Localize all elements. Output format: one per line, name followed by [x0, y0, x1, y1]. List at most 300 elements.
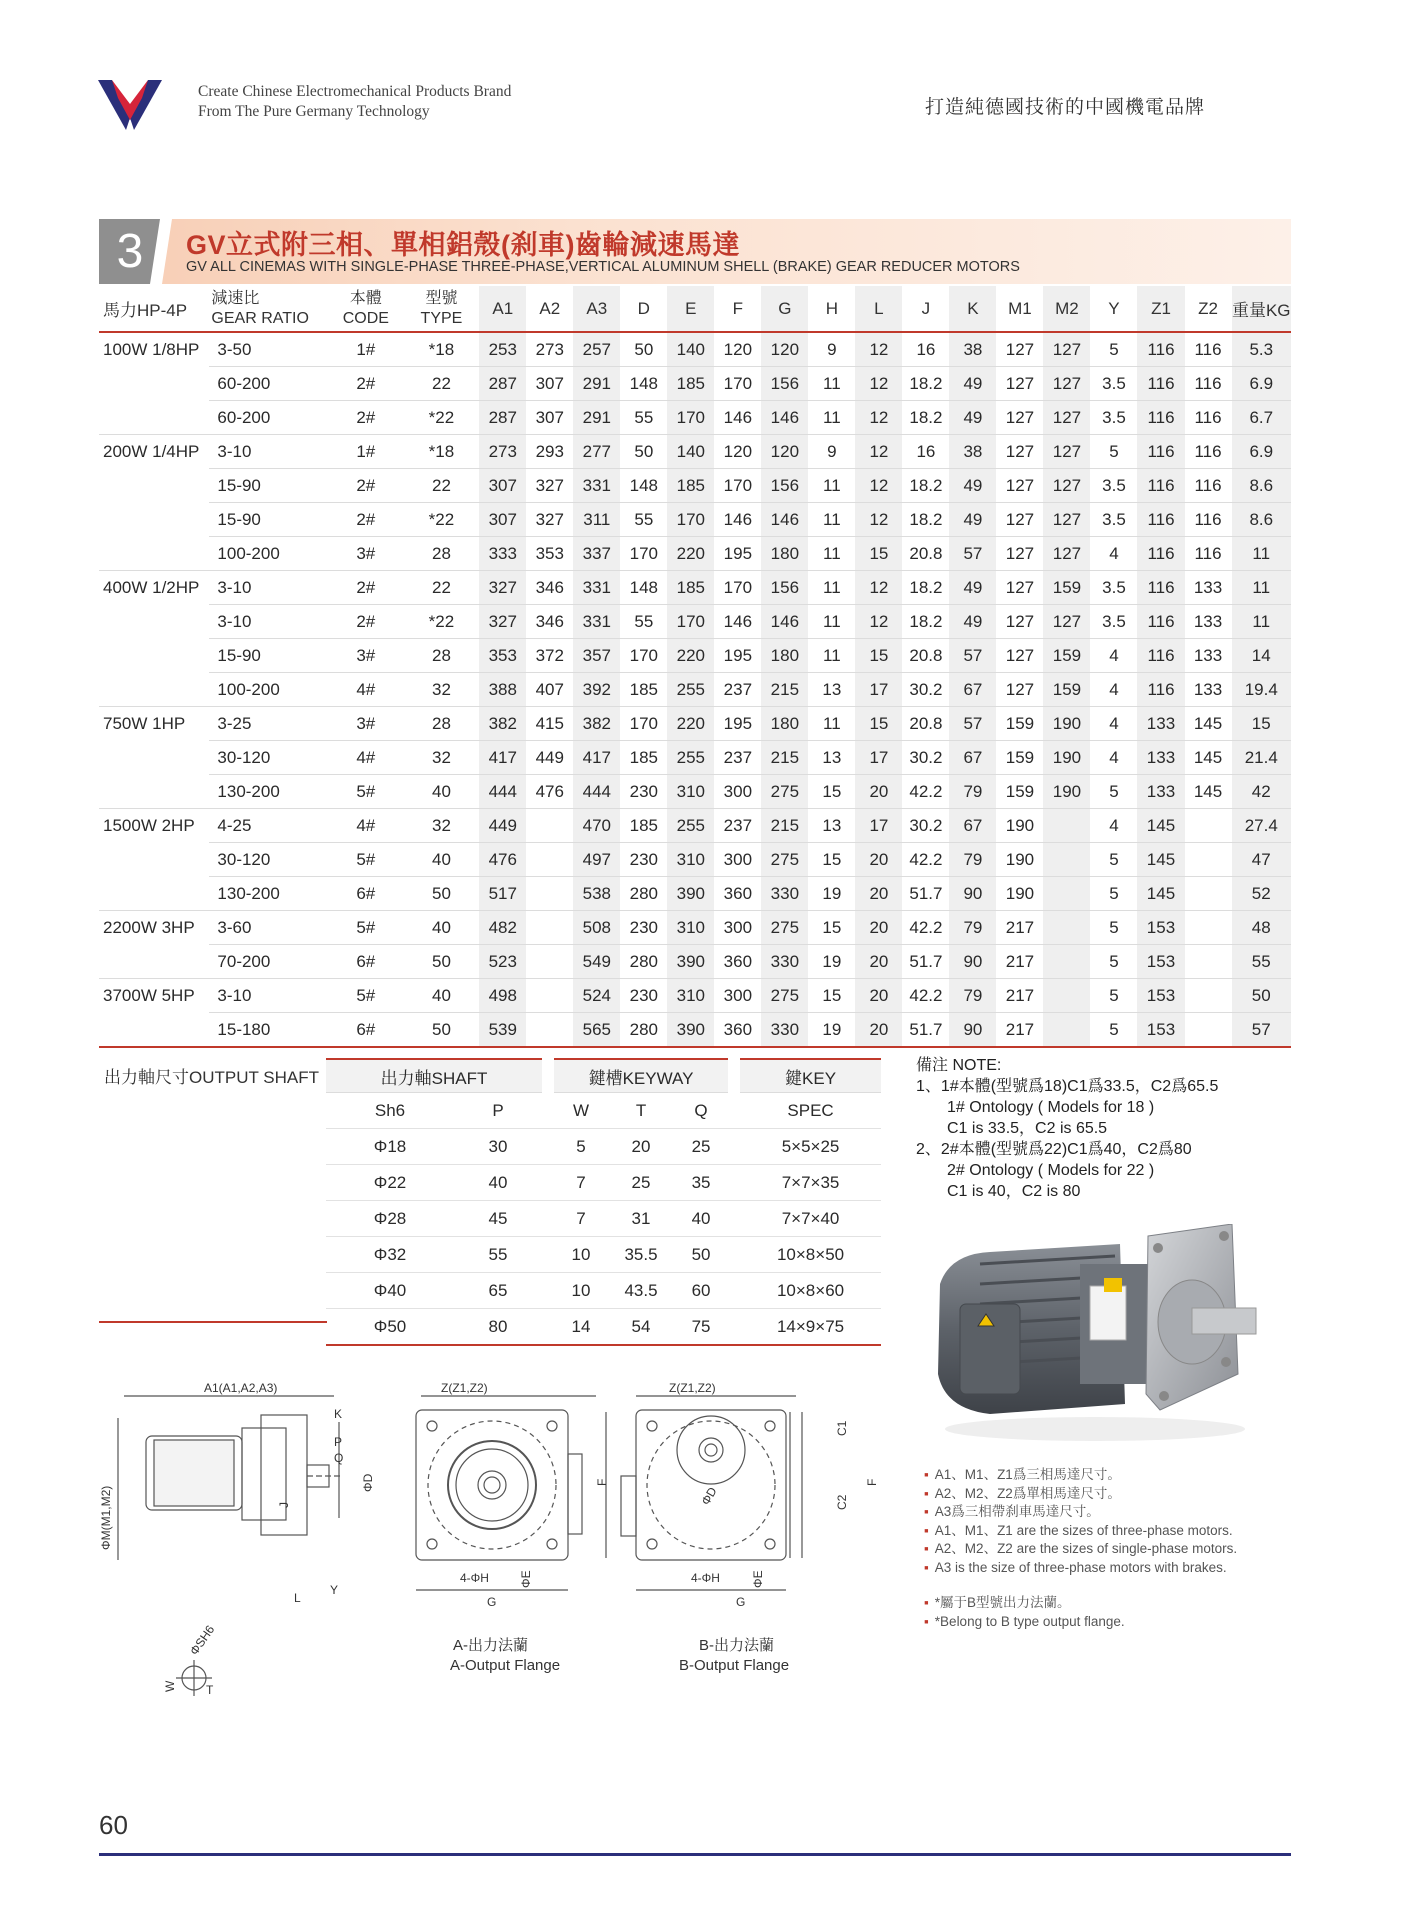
- flange-b-label-d: ΦD: [698, 1484, 720, 1508]
- spec-row: [99, 775, 1291, 809]
- cell-dimension: [1185, 1013, 1232, 1048]
- cell-dimension: 275: [761, 979, 808, 1013]
- cell-dimension: 153: [1137, 979, 1184, 1013]
- cell-model: 750W 1HP: [99, 707, 209, 741]
- cell-dimension: 127: [1043, 332, 1090, 367]
- cell-dimension: 38: [949, 435, 996, 469]
- cell-dimension: 346: [526, 605, 573, 639]
- cell-dimension: 11: [808, 469, 855, 503]
- cell-dimension: 310: [667, 979, 714, 1013]
- cell-type: *22: [404, 503, 480, 537]
- cell-dimension: 4: [1090, 673, 1137, 707]
- legend-item: ▪ A3 is the size of three-phase motors with brakes.: [924, 1559, 1227, 1575]
- cell-dimension: [526, 979, 573, 1013]
- cell-dimension: 127: [996, 673, 1043, 707]
- flange-a-label-g: G: [487, 1595, 497, 1609]
- cell-dimension: 15: [808, 911, 855, 945]
- cell-dimension: 549: [573, 945, 620, 979]
- cell-dimension: 11: [808, 639, 855, 673]
- cell-dimension: 159: [996, 707, 1043, 741]
- cell-model: [99, 401, 209, 435]
- cell-dimension: 9: [808, 332, 855, 367]
- spacer: [542, 1237, 554, 1273]
- spacer: [728, 1129, 740, 1165]
- cell-dimension: 280: [620, 945, 667, 979]
- cell-dimension: 19: [808, 945, 855, 979]
- cell-dimension: 120: [714, 332, 761, 367]
- cell-dimension: 49: [949, 469, 996, 503]
- cell-dimension: 190: [1043, 775, 1090, 809]
- shaft-table-body: [326, 1093, 881, 1346]
- cell-dimension: 190: [996, 809, 1043, 843]
- cell-dimension: 217: [996, 979, 1043, 1013]
- cell-model: [99, 537, 209, 571]
- shaft-row: [326, 1129, 881, 1165]
- cell-dimension: 116: [1137, 401, 1184, 435]
- spacer: [542, 1129, 554, 1165]
- cell-type: 28: [404, 537, 480, 571]
- cell-dimension: 67: [949, 741, 996, 775]
- cell-dimension: 16: [902, 435, 949, 469]
- header-dim: D: [620, 286, 667, 332]
- cell-dimension: 13: [808, 809, 855, 843]
- cell-dimension: 185: [620, 673, 667, 707]
- cell-weight: 15: [1232, 707, 1291, 741]
- flange-b-caption-en: B-Output Flange: [679, 1657, 790, 1674]
- cell-dimension: 353: [479, 639, 526, 673]
- shaft-cell: 10×8×50: [740, 1237, 881, 1273]
- cell-dimension: 79: [949, 775, 996, 809]
- flange-b-label-f: F: [865, 1478, 879, 1486]
- cell-dimension: 185: [620, 809, 667, 843]
- cell-dimension: 195: [714, 537, 761, 571]
- cell-dimension: 156: [761, 469, 808, 503]
- cell-dimension: 4: [1090, 639, 1137, 673]
- cell-model: 200W 1/4HP: [99, 435, 209, 469]
- cell-dimension: 5: [1090, 911, 1137, 945]
- cell-model: [99, 775, 209, 809]
- cell-dimension: 3.5: [1090, 503, 1137, 537]
- section-title-zh: GV立式附三相、單相鋁殼(刹車)齒輪減速馬達: [186, 230, 740, 260]
- cell-dimension: 12: [855, 503, 902, 537]
- cell-code: 2#: [328, 469, 404, 503]
- shaft-sub-label: Q: [674, 1093, 728, 1129]
- shaft-sub-header: [326, 1093, 881, 1129]
- legend-item: ▪ A2、M2、Z2爲單相馬達尺寸。: [924, 1485, 1121, 1501]
- cell-dimension: 116: [1185, 401, 1232, 435]
- cell-code: 3#: [328, 707, 404, 741]
- note-1-en: C1 is 33.5，C2 is 65.5: [947, 1120, 1108, 1137]
- cell-model: [99, 877, 209, 911]
- cell-dimension: 327: [479, 605, 526, 639]
- side-label-q: Q: [334, 1451, 344, 1465]
- cell-dimension: 116: [1185, 537, 1232, 571]
- cell-dimension: [526, 843, 573, 877]
- spec-table: [99, 286, 1291, 1048]
- cell-dimension: 237: [714, 809, 761, 843]
- cell-dimension: 133: [1185, 605, 1232, 639]
- cell-dimension: 90: [949, 1013, 996, 1048]
- shaft-cell: 40: [674, 1201, 728, 1237]
- cell-dimension: 220: [667, 707, 714, 741]
- cell-ratio: 30-120: [209, 741, 328, 775]
- cell-dimension: 307: [479, 469, 526, 503]
- cell-dimension: [526, 911, 573, 945]
- cell-dimension: 255: [667, 673, 714, 707]
- cell-dimension: 300: [714, 979, 761, 1013]
- cell-dimension: 146: [714, 605, 761, 639]
- note-1-en: 1# Ontology ( Models for 18 ): [947, 1099, 1155, 1116]
- shaft-cell: 5: [554, 1129, 608, 1165]
- cell-dimension: 392: [573, 673, 620, 707]
- cell-type: 28: [404, 707, 480, 741]
- page-number: 60: [99, 1810, 128, 1840]
- side-label-j: J: [277, 1502, 291, 1508]
- header-dim: Y: [1090, 286, 1137, 332]
- flange-b-caption-zh: B-出力法蘭: [699, 1637, 775, 1654]
- cell-dimension: 331: [573, 469, 620, 503]
- cell-model: [99, 843, 209, 877]
- cell-dimension: 255: [667, 741, 714, 775]
- cell-dimension: 11: [808, 537, 855, 571]
- cell-dimension: 17: [855, 741, 902, 775]
- spec-row: [99, 877, 1291, 911]
- cell-code: 2#: [328, 401, 404, 435]
- cell-dimension: 300: [714, 843, 761, 877]
- cell-dimension: 120: [714, 435, 761, 469]
- cell-dimension: 275: [761, 843, 808, 877]
- cell-dimension: 156: [761, 571, 808, 605]
- cell-dimension: 127: [1043, 435, 1090, 469]
- cell-dimension: 116: [1185, 435, 1232, 469]
- cell-ratio: 3-60: [209, 911, 328, 945]
- cell-type: 22: [404, 571, 480, 605]
- cell-type: *18: [404, 435, 480, 469]
- cell-dimension: 127: [996, 503, 1043, 537]
- spacer: [728, 1201, 740, 1237]
- cell-dimension: 146: [714, 503, 761, 537]
- cell-dimension: 220: [667, 639, 714, 673]
- shaft-cell: 10: [554, 1273, 608, 1309]
- cell-code: 2#: [328, 605, 404, 639]
- cell-dimension: 42.2: [902, 979, 949, 1013]
- cell-dimension: 127: [1043, 367, 1090, 401]
- cell-type: 40: [404, 775, 480, 809]
- cell-dimension: 382: [573, 707, 620, 741]
- cell-dimension: 116: [1185, 503, 1232, 537]
- cell-code: 1#: [328, 332, 404, 367]
- cell-code: 3#: [328, 639, 404, 673]
- cell-dimension: 140: [667, 435, 714, 469]
- cell-model: [99, 945, 209, 979]
- cell-dimension: 12: [855, 332, 902, 367]
- shaft-cell: 10×8×60: [740, 1273, 881, 1309]
- cell-dimension: 12: [855, 571, 902, 605]
- shaft-cell: 10: [554, 1237, 608, 1273]
- cell-dimension: 190: [1043, 741, 1090, 775]
- spec-row: [99, 945, 1291, 979]
- cell-dimension: [1043, 1013, 1090, 1048]
- shaft-cell: 5×5×25: [740, 1129, 881, 1165]
- shaft-sub-label: P: [454, 1093, 542, 1129]
- cell-dimension: 156: [761, 367, 808, 401]
- shaft-group-key: 鍵KEY: [740, 1059, 881, 1093]
- header-dim: E: [667, 286, 714, 332]
- cell-dimension: 18.2: [902, 571, 949, 605]
- cell-type: 50: [404, 945, 480, 979]
- cell-dimension: 337: [573, 537, 620, 571]
- cell-weight: 50: [1232, 979, 1291, 1013]
- cell-dimension: 146: [761, 401, 808, 435]
- cell-dimension: 280: [620, 877, 667, 911]
- shaft-cell: 50: [674, 1237, 728, 1273]
- cell-type: 40: [404, 911, 480, 945]
- cell-dimension: 311: [573, 503, 620, 537]
- cell-dimension: 49: [949, 401, 996, 435]
- cell-weight: 57: [1232, 1013, 1291, 1048]
- cell-dimension: 20.8: [902, 707, 949, 741]
- cell-code: 1#: [328, 435, 404, 469]
- cell-dimension: 20: [855, 1013, 902, 1048]
- cell-dimension: 11: [808, 367, 855, 401]
- cell-dimension: 159: [996, 741, 1043, 775]
- cell-dimension: 517: [479, 877, 526, 911]
- cell-dimension: 565: [573, 1013, 620, 1048]
- cell-dimension: [526, 877, 573, 911]
- section-title-en: GV ALL CINEMAS WITH SINGLE-PHASE THREE-PHASE,VERTICAL ALUMINUM SHELL (BRAKE) GEAR REDUCER MOTORS: [186, 259, 1020, 275]
- cell-dimension: 159: [1043, 639, 1090, 673]
- cell-dimension: 476: [479, 843, 526, 877]
- header-dim: H: [808, 286, 855, 332]
- cell-dimension: 327: [526, 469, 573, 503]
- cell-type: 32: [404, 741, 480, 775]
- spec-row: [99, 503, 1291, 537]
- note-2-en: C1 is 40，C2 is 80: [947, 1183, 1081, 1200]
- cell-weight: 27.4: [1232, 809, 1291, 843]
- cell-dimension: 4: [1090, 707, 1137, 741]
- cell-dimension: 388: [479, 673, 526, 707]
- cell-model: [99, 673, 209, 707]
- spacer: [542, 1093, 554, 1129]
- cell-dimension: 15: [855, 537, 902, 571]
- shaft-cell: 7: [554, 1165, 608, 1201]
- header-dim: F: [714, 286, 761, 332]
- note-1: 1、1#本體(型號爲18)C1爲33.5，C2爲65.5: [916, 1078, 1219, 1095]
- cell-dimension: [526, 945, 573, 979]
- cell-dimension: 42.2: [902, 843, 949, 877]
- flange-a-label-e: ΦE: [519, 1570, 533, 1588]
- cell-dimension: 51.7: [902, 945, 949, 979]
- cell-dimension: 307: [479, 503, 526, 537]
- cell-model: 1500W 2HP: [99, 809, 209, 843]
- header-model: 馬力HP-4P: [99, 286, 209, 332]
- cell-dimension: 20: [855, 945, 902, 979]
- shaft-cell: Φ40: [326, 1273, 454, 1309]
- header-dim: A1: [479, 286, 526, 332]
- header-dim: J: [902, 286, 949, 332]
- shaft-cell: 14: [554, 1309, 608, 1346]
- cell-dimension: 508: [573, 911, 620, 945]
- brand-tagline: [198, 82, 511, 122]
- cell-dimension: 57: [949, 639, 996, 673]
- shaft-cell: Φ32: [326, 1237, 454, 1273]
- shaft-row: [326, 1273, 881, 1309]
- legend-item: ▪ A2、M2、Z2 are the sizes of single-phase motors.: [924, 1541, 1238, 1556]
- cell-code: 4#: [328, 809, 404, 843]
- cell-type: 22: [404, 469, 480, 503]
- cell-ratio: 3-50: [209, 332, 328, 367]
- cell-dimension: 133: [1137, 775, 1184, 809]
- cell-dimension: 17: [855, 673, 902, 707]
- cell-dimension: 360: [714, 1013, 761, 1048]
- cell-ratio: 15-180: [209, 1013, 328, 1048]
- cell-dimension: 217: [996, 1013, 1043, 1048]
- cell-dimension: 5: [1090, 979, 1137, 1013]
- cell-dimension: 180: [761, 537, 808, 571]
- spec-row: [99, 639, 1291, 673]
- cell-dimension: 13: [808, 673, 855, 707]
- side-label-a: A1(A1,A2,A3): [204, 1381, 278, 1395]
- cell-type: 28: [404, 639, 480, 673]
- spec-table-body: [99, 332, 1291, 1047]
- cell-dimension: 180: [761, 707, 808, 741]
- cell-weight: 11: [1232, 571, 1291, 605]
- header-dim: L: [855, 286, 902, 332]
- cell-dimension: 127: [996, 537, 1043, 571]
- spec-row: [99, 571, 1291, 605]
- cell-dimension: 333: [479, 537, 526, 571]
- cell-dimension: 170: [667, 605, 714, 639]
- spec-table-header: [99, 286, 1291, 332]
- notes: [916, 1055, 1218, 1202]
- cell-dimension: 293: [526, 435, 573, 469]
- spec-row: [99, 979, 1291, 1013]
- header-dim: Z2: [1185, 286, 1232, 332]
- cell-dimension: 145: [1137, 843, 1184, 877]
- cell-dimension: 55: [620, 503, 667, 537]
- spacer: [542, 1273, 554, 1309]
- cell-dimension: 127: [996, 367, 1043, 401]
- cell-dimension: 15: [808, 979, 855, 1013]
- cell-ratio: 60-200: [209, 367, 328, 401]
- cell-dimension: 524: [573, 979, 620, 1013]
- shaft-label-w: W: [163, 1680, 177, 1692]
- section-number: 3: [99, 219, 161, 284]
- cell-dimension: 215: [761, 809, 808, 843]
- cell-model: [99, 503, 209, 537]
- spacer: [542, 1309, 554, 1346]
- cell-dimension: 79: [949, 979, 996, 1013]
- cell-dimension: 330: [761, 877, 808, 911]
- footer-rule: [99, 1853, 1291, 1856]
- shaft-cell: 55: [454, 1237, 542, 1273]
- cell-dimension: 287: [479, 367, 526, 401]
- side-label-m: ΦM(M1,M2): [99, 1485, 113, 1550]
- header-type: 型號 TYPE: [404, 286, 480, 332]
- cell-dimension: 382: [479, 707, 526, 741]
- cell-dimension: 17: [855, 809, 902, 843]
- cell-dimension: 9: [808, 435, 855, 469]
- shaft-cell: 75: [674, 1309, 728, 1346]
- cell-dimension: 170: [714, 367, 761, 401]
- cell-dimension: [1185, 979, 1232, 1013]
- cell-dimension: 20: [855, 843, 902, 877]
- cell-code: 5#: [328, 911, 404, 945]
- note-2: 2、2#本體(型號爲22)C1爲40，C2爲80: [916, 1141, 1192, 1158]
- cell-dimension: [1043, 979, 1090, 1013]
- cell-dimension: 18.2: [902, 605, 949, 639]
- shaft-cell: Φ50: [326, 1309, 454, 1346]
- spec-row: [99, 367, 1291, 401]
- cell-code: 2#: [328, 571, 404, 605]
- cell-dimension: 116: [1185, 332, 1232, 367]
- cell-dimension: 18.2: [902, 469, 949, 503]
- cell-dimension: 18.2: [902, 503, 949, 537]
- cell-dimension: 55: [620, 401, 667, 435]
- cell-dimension: 146: [761, 503, 808, 537]
- cell-dimension: 127: [996, 571, 1043, 605]
- shaft-cell: 45: [454, 1201, 542, 1237]
- cell-dimension: 42.2: [902, 775, 949, 809]
- spacer: [728, 1273, 740, 1309]
- header-dim: K: [949, 286, 996, 332]
- flange-a-caption-zh: A-出力法蘭: [453, 1637, 529, 1654]
- cell-dimension: 15: [808, 843, 855, 877]
- cell-dimension: 159: [1043, 571, 1090, 605]
- cell-dimension: 539: [479, 1013, 526, 1048]
- cell-dimension: 49: [949, 503, 996, 537]
- cell-dimension: 230: [620, 911, 667, 945]
- cell-dimension: 159: [996, 775, 1043, 809]
- cell-dimension: [1185, 809, 1232, 843]
- shaft-label-sh6: ΦSH6: [186, 1622, 218, 1658]
- cell-dimension: 50: [620, 435, 667, 469]
- cell-dimension: 51.7: [902, 877, 949, 911]
- cell-model: [99, 469, 209, 503]
- cell-dimension: 538: [573, 877, 620, 911]
- cell-dimension: 153: [1137, 1013, 1184, 1048]
- cell-dimension: 16: [902, 332, 949, 367]
- cell-dimension: 127: [1043, 401, 1090, 435]
- cell-dimension: 310: [667, 775, 714, 809]
- cell-dimension: [526, 809, 573, 843]
- cell-dimension: 330: [761, 945, 808, 979]
- cell-dimension: 230: [620, 775, 667, 809]
- cell-dimension: 11: [808, 605, 855, 639]
- cell-dimension: 230: [620, 843, 667, 877]
- cell-code: 3#: [328, 537, 404, 571]
- shaft-cell: Φ22: [326, 1165, 454, 1201]
- cell-ratio: 3-10: [209, 979, 328, 1013]
- cell-model: 2200W 3HP: [99, 911, 209, 945]
- cell-dimension: 180: [761, 639, 808, 673]
- cell-dimension: 30.2: [902, 809, 949, 843]
- legend-item: ▪ A1、M1、Z1 are the sizes of three-phase motors.: [924, 1522, 1233, 1538]
- cell-dimension: 127: [996, 605, 1043, 639]
- flange-b-label-c1: C1: [835, 1420, 849, 1436]
- cell-dimension: [1185, 877, 1232, 911]
- cell-dimension: 3.5: [1090, 469, 1137, 503]
- shaft-cell: 7×7×40: [740, 1201, 881, 1237]
- cell-dimension: 133: [1185, 571, 1232, 605]
- cell-code: 2#: [328, 503, 404, 537]
- cell-dimension: 159: [1043, 673, 1090, 707]
- cell-weight: 8.6: [1232, 469, 1291, 503]
- cell-dimension: 145: [1185, 741, 1232, 775]
- cell-dimension: 15: [808, 775, 855, 809]
- shaft-cell: 20: [608, 1129, 674, 1165]
- cell-dimension: 170: [714, 469, 761, 503]
